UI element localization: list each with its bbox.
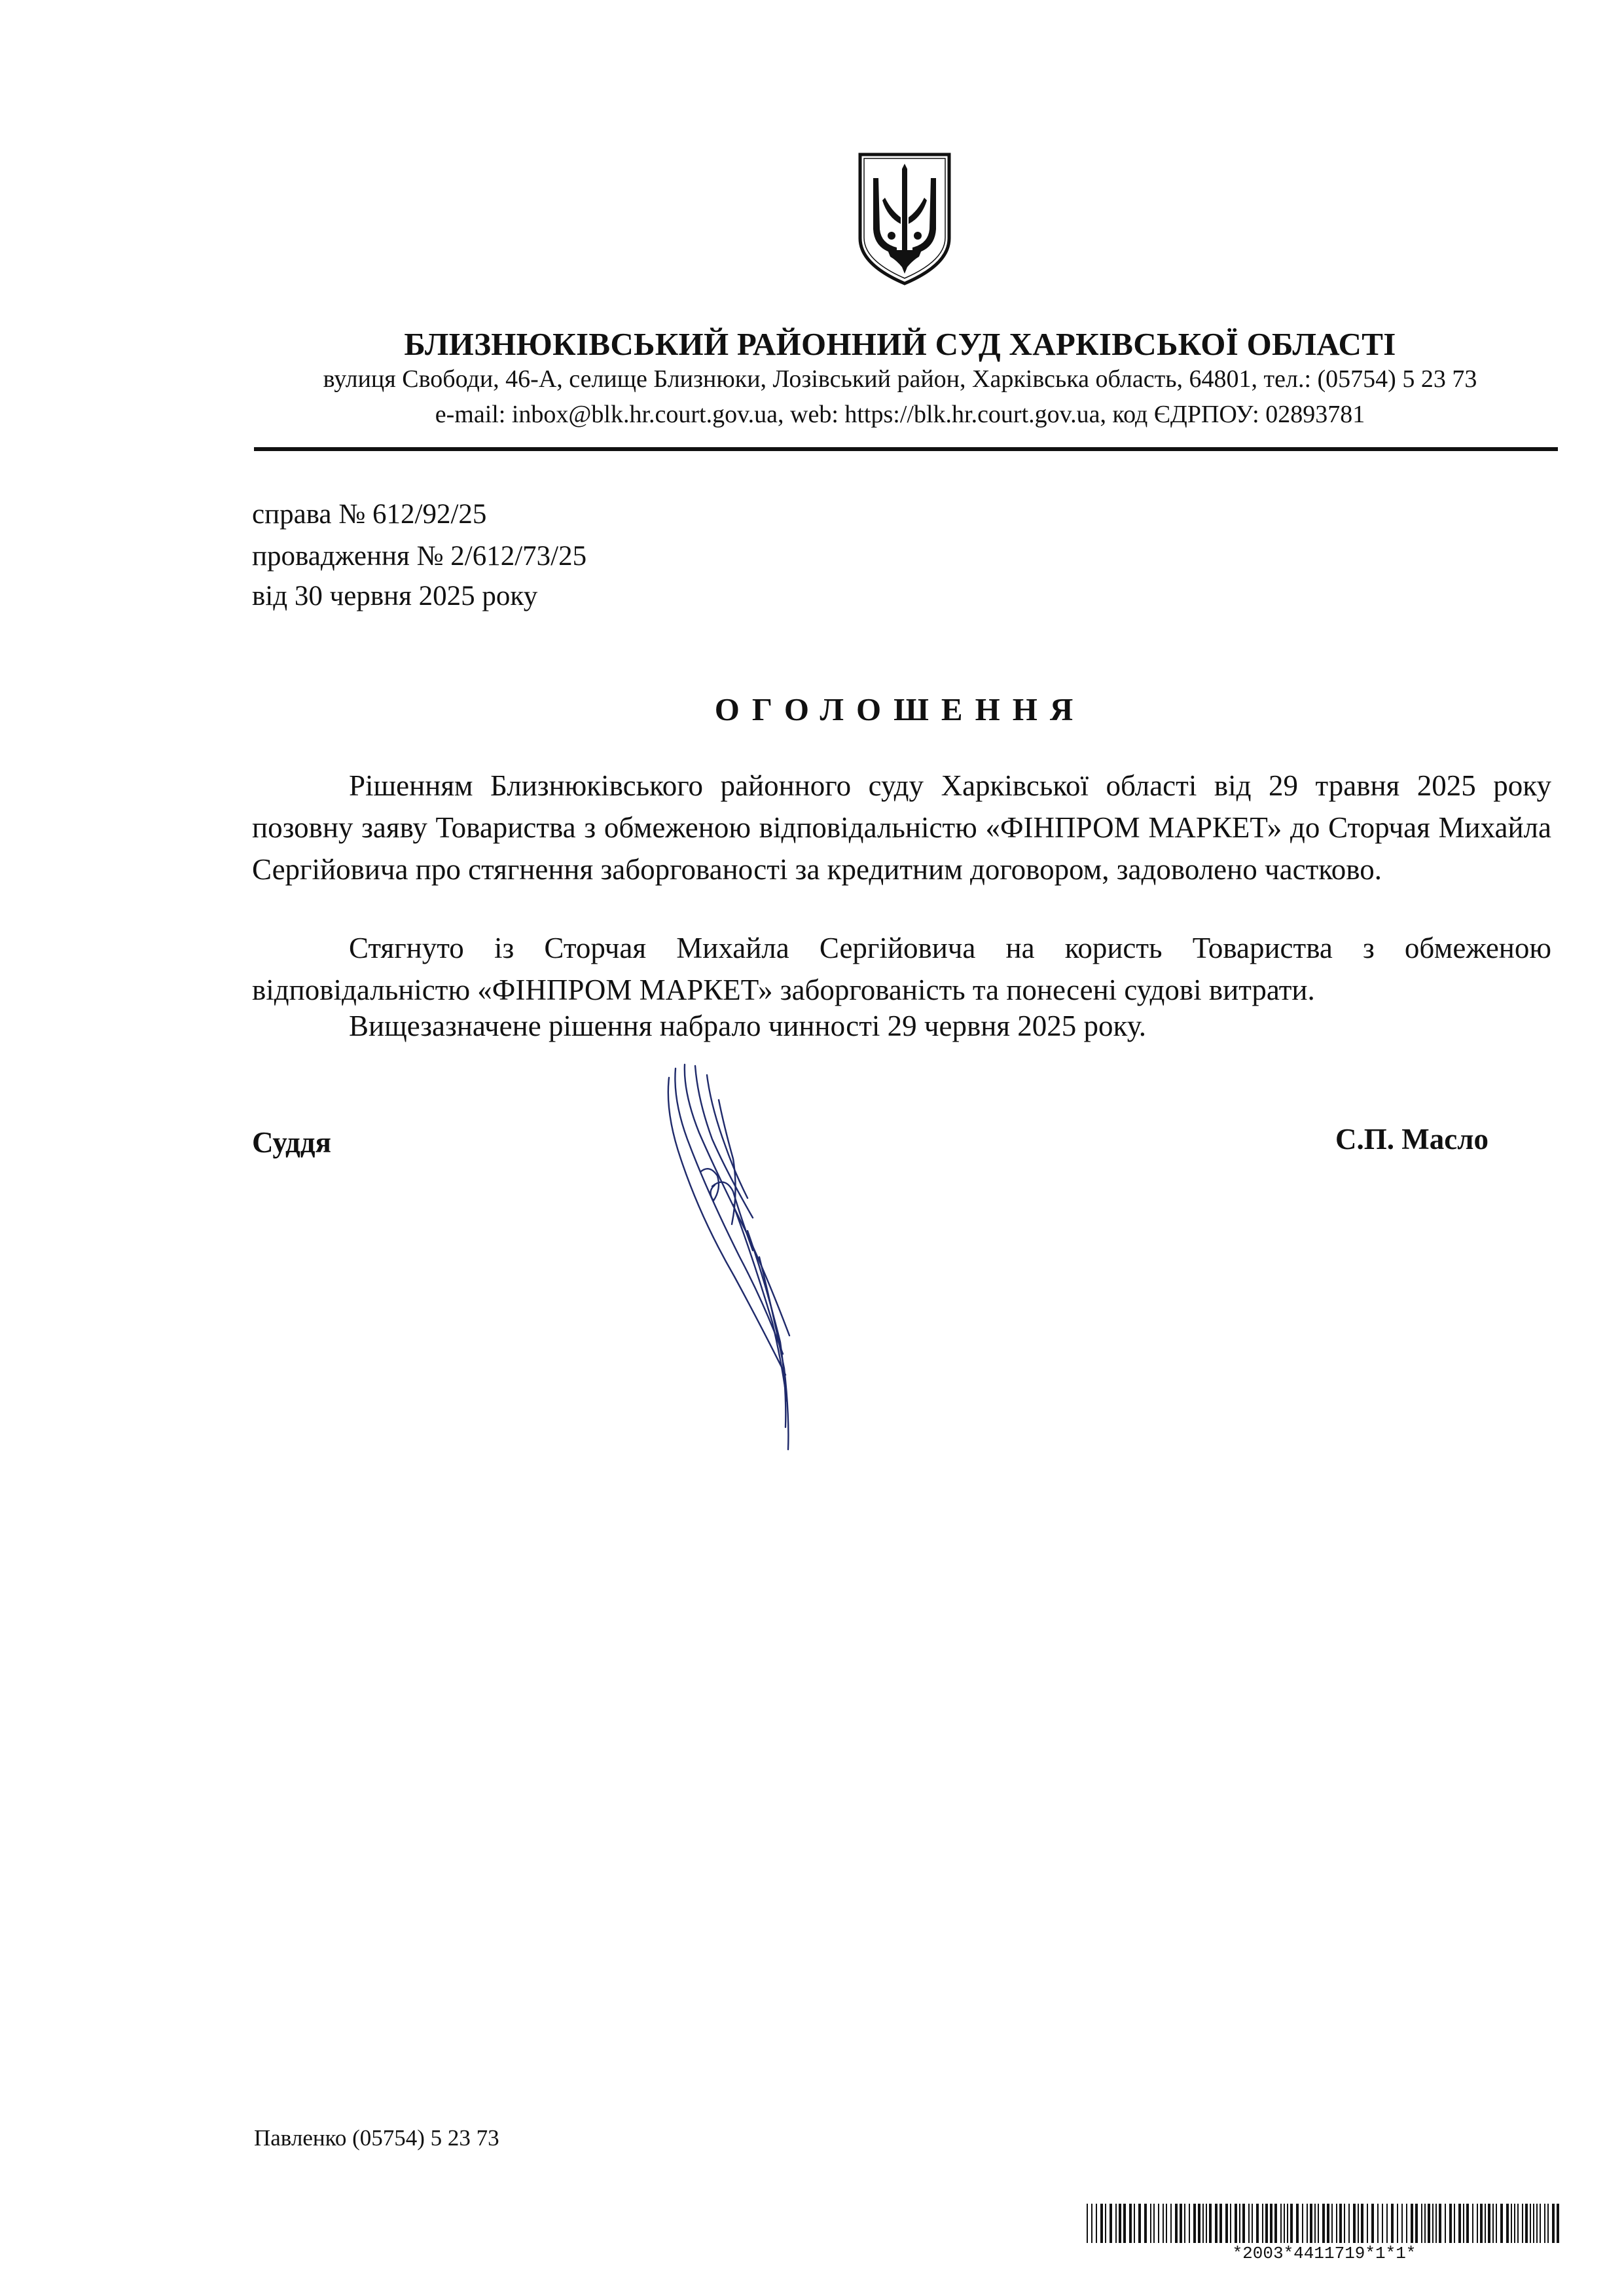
ukraine-trident-emblem-icon — [857, 152, 952, 286]
case-number: справа № 612/92/25 — [252, 499, 487, 530]
document-title: ОГОЛОШЕННЯ — [714, 691, 1086, 727]
court-address: вулиця Свободи, 46-А, селище Близнюки, Лозівський район, Харківська область, 64801, тел.: (05754) 5 23 73 — [323, 365, 1477, 393]
body-paragraph: Стягнуто із Сторчая Михайла Сергійовича на користь Товариства з обмеженою відповідальністю «ФІНПРОМ МАРКЕТ» заборгованість та понесені судові витрати. — [252, 932, 1551, 1006]
barcode-icon — [1085, 2204, 1563, 2243]
executor-contact: Павленко (05754) 5 23 73 — [254, 2125, 499, 2151]
judge-name: С.П. Масло — [1335, 1123, 1489, 1156]
court-contacts: e-mail: inbox@blk.hr.court.gov.ua, web: https://blk.hr.court.gov.ua, код ЄДРПОУ: 02893781 — [435, 401, 1365, 428]
court-name: БЛИЗНЮКІВСЬКИЙ РАЙОННИЙ СУД ХАРКІВСЬКОЇ ОБЛАСТІ — [404, 326, 1396, 362]
header-divider — [254, 447, 1558, 451]
handwritten-signature — [661, 1061, 805, 1453]
proceeding-number: провадження № 2/612/73/25 — [252, 541, 587, 572]
body-paragraph: Рішенням Близнюківського районного суду Харківської області від 29 травня 2025 року позовну заяву Товариства з обмеженою відповідальністю «ФІНПРОМ МАРКЕТ» до Сторчая Михайла Сергійовича про стягнення заборгованості за кредитним договором, задоволено частково. — [252, 769, 1551, 886]
body-paragraph: Вищезазначене рішення набрало чинності 29 червня 2025 року. — [349, 1010, 1146, 1042]
document-barcode — [1085, 2204, 1563, 2269]
barcode-text: *2003*4411719*1*1* — [1232, 2244, 1416, 2263]
judge-role-label: Суддя — [252, 1126, 331, 1159]
document-date: від 30 червня 2025 року — [252, 581, 538, 611]
